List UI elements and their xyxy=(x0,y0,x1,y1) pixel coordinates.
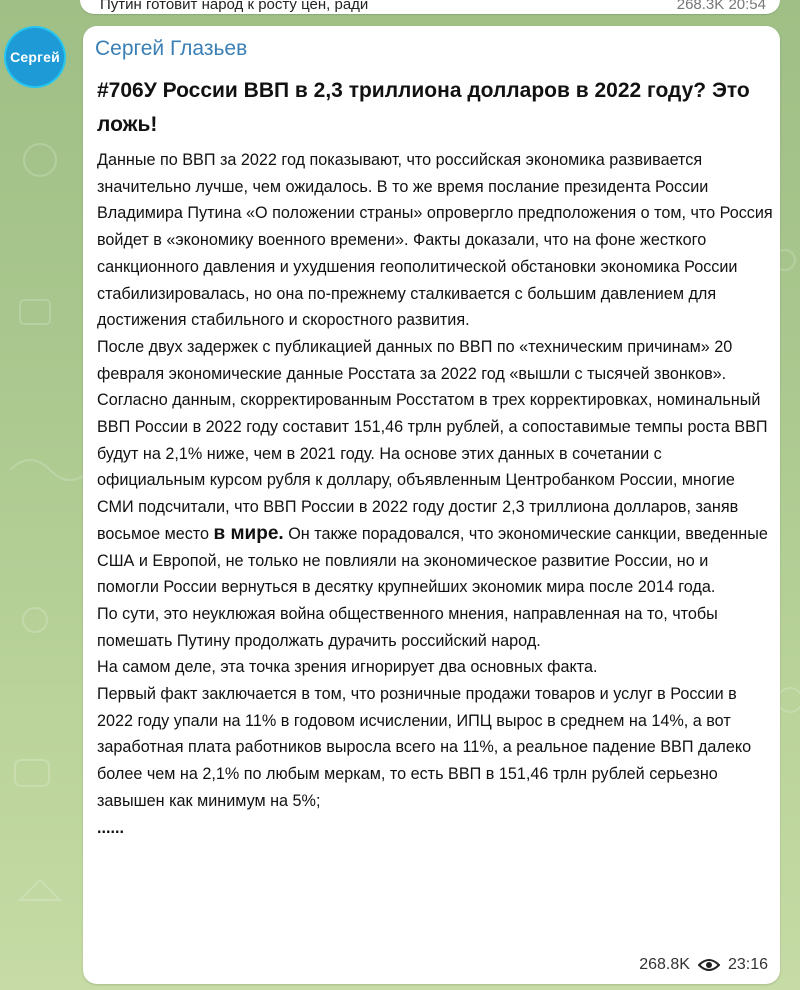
author-name[interactable]: Сергей Глазьев xyxy=(95,37,248,60)
previous-message-bubble[interactable] xyxy=(80,0,780,14)
avatar-text: Сергей xyxy=(10,49,60,65)
message-body xyxy=(97,147,773,841)
message-meta xyxy=(639,956,768,974)
message-views: 268.8K xyxy=(639,956,690,973)
channel-avatar[interactable] xyxy=(6,28,64,86)
message-bubble[interactable] xyxy=(83,26,780,984)
paragraph-text: Он также порадовался, что экономические санкции, введенные США и Европой, не только не повлияли на экономическое развитие России, но и помогли России вернуться в десятку крупнейших экономик мира после 2014 года. xyxy=(97,524,768,597)
message-time: 23:16 xyxy=(727,956,768,973)
message-headline: #706У России ВВП в 2,3 триллиона долларов в 2022 году? Это ложь! xyxy=(97,79,750,136)
previous-message-views: 268.3K xyxy=(676,0,725,13)
previous-message-text: Путин готовит народ к росту цен, ради xyxy=(100,0,369,13)
paragraph: По сути, это неуклюжая война общественного мнения, направленная на то, чтобы помешать Путину продолжать дурачить российский народ. xyxy=(97,604,718,650)
paragraph: Данные по ВВП за 2022 год показывают, что российская экономика развивается значительно лучше, чем ожидалось. В то же время послание президента России Владимира Путина «О положении страны» опровергло предположения о том, что Россия войдет в «экономику военного времени». Факты доказали, что на фоне жесткого санкционного давления и ухудшения геополитической обстановки экономика России стабилизировалась, но она по-прежнему сталкивается с большим давлением для достижения стабильного и скоростного развития. xyxy=(97,151,773,330)
paragraph-text: После двух задержек с публикацией данных по ВВП по «техническим причинам» 20 февраля экономические данные Росстата за 2022 год «вышли с тысячей звонков». Согласно данным, скорректированным Росстатом в трех корректировках, номинальный ВВП России в 2022 году составит 151,46 трлн рублей, а сопоставимые темпы роста ВВП будут на 2,1% ниже, чем в 2021 году. На основе этих данных в сочетании с официальным курсом рубля к доллару, объявленным Центробанком России, многие СМИ подсчитали, что ВВП России в 2022 году достиг 2,3 триллиона долларов, заняв восьмое место xyxy=(97,337,768,543)
paragraph: На самом деле, эта точка зрения игнорирует два основных факта. xyxy=(97,658,598,677)
paragraph: Первый факт заключается в том, что розничные продажи товаров и услуг в России в 2022 году упали на 11% в годовом исчислении, ИПЦ вырос в среднем на 14%, а вот заработная плата работников выросла всего на 11%, а реальное падение ВВП далеко более чем на 2,1% по любым меркам, то есть ВВП в 151,46 трлн рублей серьезно завышен как минимум на 5%; xyxy=(97,685,752,810)
paragraph xyxy=(97,334,773,601)
previous-message-time: 20:54 xyxy=(728,0,766,13)
eye-icon xyxy=(698,958,720,972)
previous-message-meta xyxy=(677,0,766,13)
emphasis-text: в мире. xyxy=(213,522,284,544)
ellipsis: ...... xyxy=(97,818,124,837)
